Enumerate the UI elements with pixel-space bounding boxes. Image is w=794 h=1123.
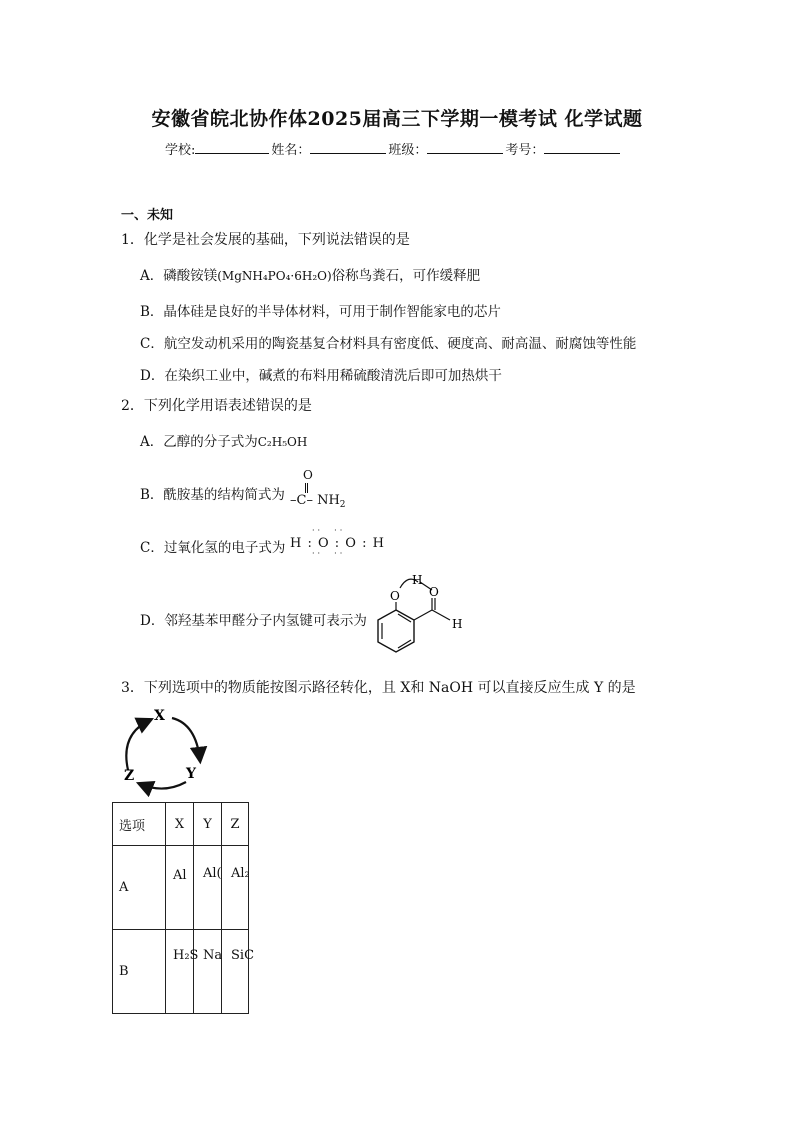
page-title: 安徽省皖北协作体2025届高三下学期一模考试 化学试题 (151, 108, 643, 130)
header-cell: X (166, 803, 194, 846)
q2-stem: 2．下列化学用语表述错误的是 (121, 398, 312, 414)
amide-structure (290, 493, 346, 510)
q2-option-a-formula: C₂H₅OH (257, 435, 308, 449)
node-y: Y (186, 766, 196, 782)
table-cell-text: H₂S (173, 948, 199, 963)
table-row (113, 930, 249, 1014)
aldehyde-h: H (452, 617, 463, 631)
electron-dots-bottom: ·· ·· (312, 549, 346, 558)
q1-option-a-suffix: 俗称鸟粪石，可作缓释肥 (331, 268, 481, 284)
hydroxyl-o: O (390, 589, 400, 603)
q2-option-b-prefix: B．酰胺基的结构简式为 (140, 487, 285, 503)
q1-option-a-formula: (MgNH₄PO₄·6H₂O) (217, 269, 332, 283)
q2-option-a-prefix: A．乙醇的分子式为 (140, 434, 258, 450)
table-cell (194, 846, 222, 930)
header-cell: 选项 (113, 803, 166, 846)
table-cell (166, 846, 194, 930)
q2-option-a (140, 430, 307, 450)
name-label: 姓名： (271, 143, 311, 158)
table-cell: B (113, 930, 166, 1014)
class-field[interactable] (427, 140, 503, 154)
aldehyde-o: O (429, 585, 439, 599)
peroxide-electron-formula: H : O : O : H (290, 536, 385, 551)
table-cell-text: SiC (231, 948, 255, 963)
table-cell-text: Al₂ (231, 866, 250, 881)
arrow-x-to-y (172, 718, 200, 760)
arrow-y-to-z (140, 782, 186, 789)
table-cell (166, 930, 199, 1014)
table-cell: A (113, 846, 166, 930)
table-cell (222, 930, 255, 1014)
c-h-bond (432, 610, 450, 620)
table-header-row (113, 803, 249, 846)
q2-option-d-prefix: D．邻羟基苯甲醛分子内氢键可表示为 (140, 613, 367, 629)
school-label: 学校: (165, 143, 196, 158)
hydroxyl-h: H (412, 573, 423, 587)
exam-no-field[interactable] (544, 140, 620, 154)
q1-option-d: D．在染织工业中，碱煮的布料用稀硫酸清洗后即可加热烘干 (140, 368, 502, 384)
student-info-row (165, 139, 622, 158)
amide-body: –C– NH (290, 493, 340, 508)
q1-option-a (140, 264, 480, 284)
amide-double-bond (307, 483, 308, 493)
table-cell-text: Al( (203, 866, 222, 881)
q1-stem: 1．化学是社会发展的基础，下列说法错误的是 (121, 232, 410, 248)
name-field[interactable] (310, 140, 386, 154)
table-row (113, 846, 249, 930)
ring-cho-bond (414, 610, 432, 620)
arrow-z-to-x (126, 720, 150, 770)
node-x: X (154, 708, 165, 724)
q3-stem: 3．下列选项中的物质能按图示路径转化，且 X和 NaOH 可以直接反应生成 Y 的是 (121, 680, 636, 696)
node-z: Z (124, 768, 135, 784)
exam-no-label: 考号： (505, 143, 545, 158)
q1-option-a-prefix: A．磷酸铵镁 (140, 268, 218, 284)
amide-carbonyl-o: O (303, 468, 313, 482)
amide-subscript: 2 (339, 500, 346, 510)
table-cell-text: Na (203, 948, 223, 963)
table-cell-text: Al (173, 868, 187, 883)
q3-options-table (112, 802, 255, 1014)
salicylaldehyde-structure (368, 566, 478, 666)
conversion-cycle-diagram (116, 704, 216, 796)
section-heading: 一、未知 (121, 208, 174, 223)
school-field[interactable] (195, 140, 269, 154)
header-cell: Z (222, 803, 249, 846)
table-cell (194, 930, 222, 1014)
header-cell: Y (194, 803, 222, 846)
q1-option-b: B．晶体硅是良好的半导体材料，可用于制作智能家电的芯片 (140, 304, 501, 320)
table-cell (222, 846, 249, 930)
q1-option-c: C．航空发动机采用的陶瓷基复合材料具有密度低、硬度高、耐高温、耐腐蚀等性能 (140, 336, 637, 352)
amide-double-bond-2 (305, 483, 306, 493)
benzene-ring (378, 610, 414, 652)
electron-dots-top: ·· ·· (312, 526, 346, 535)
class-label: 班级： (388, 143, 428, 158)
q2-option-c-prefix: C．过氧化氢的电子式为 (140, 540, 286, 556)
